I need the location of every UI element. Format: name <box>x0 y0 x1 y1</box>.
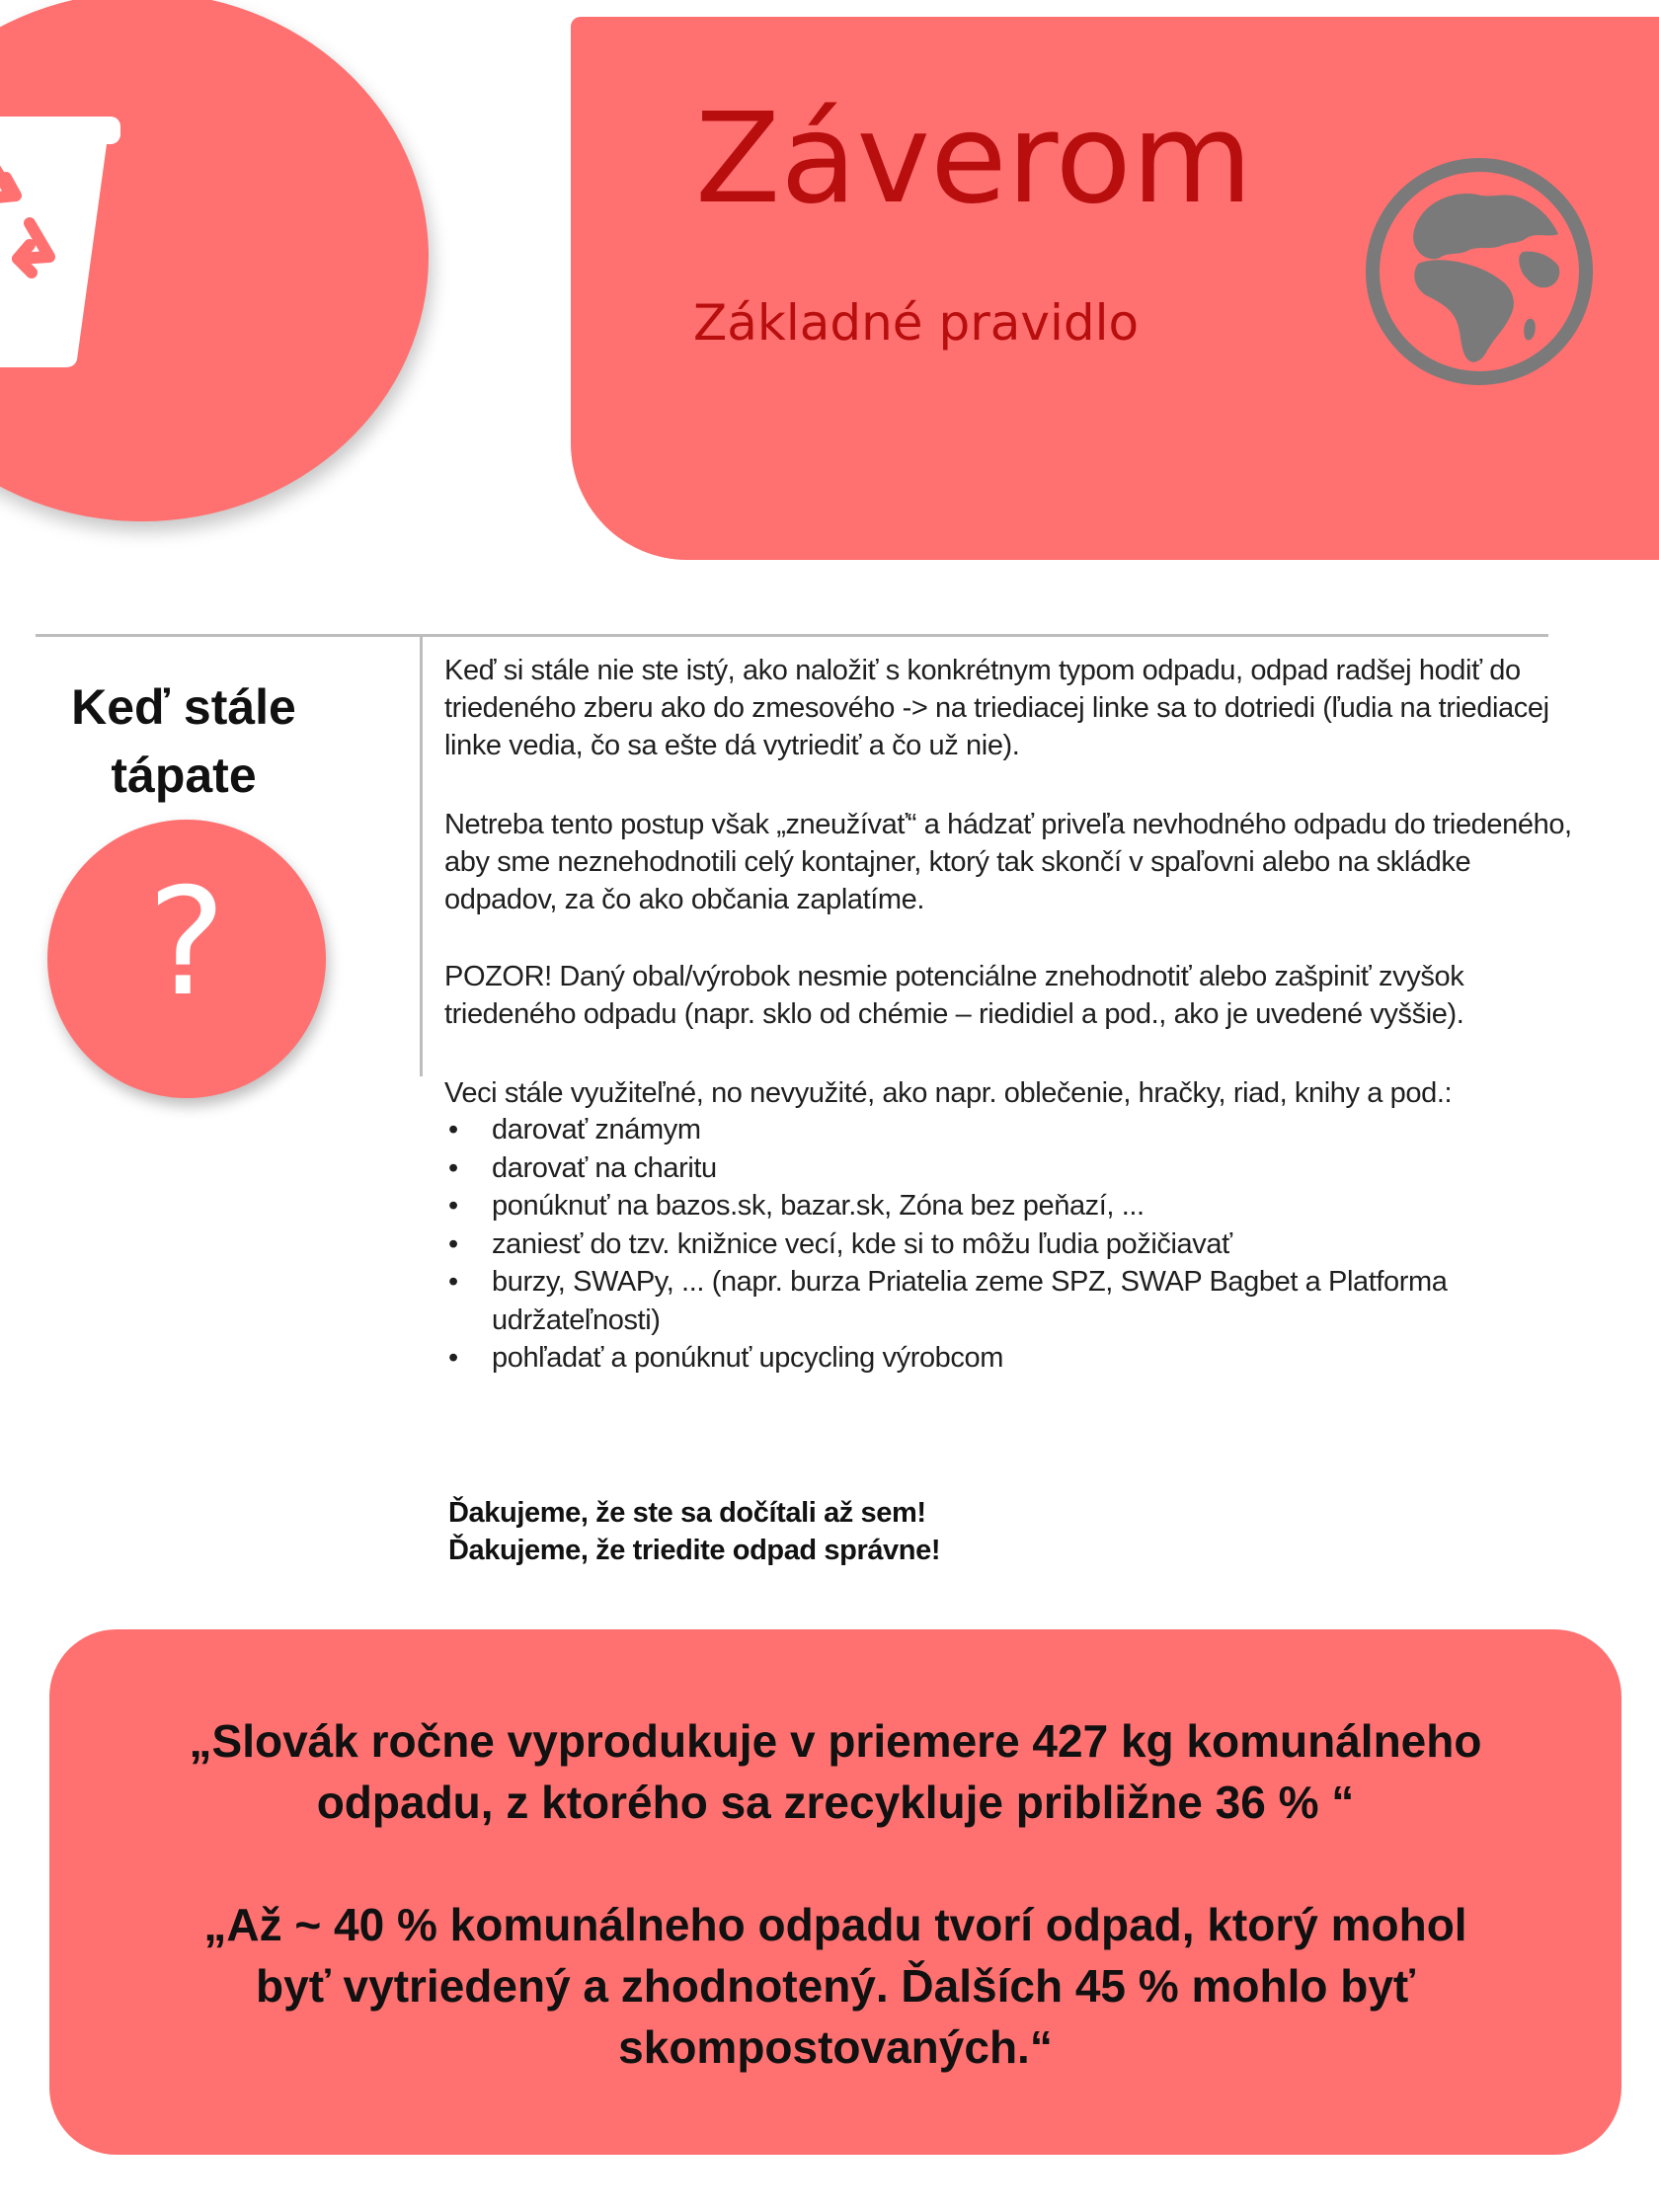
list-item: • pohľadať a ponúknuť upcycling výrobcom <box>444 1339 1580 1378</box>
side-heading-line1: Keď stále <box>71 679 296 735</box>
list-item: • ponúknuť na bazos.sk, bazar.sk, Zóna bez peňazí, ... <box>444 1187 1580 1225</box>
paragraph-pozor: POZOR! Daný obal/výrobok nesmie potenciálne znehodnotiť alebo zašpiniť zvyšok triedeného odpadu (napr. sklo od chémie – riedidiel a pod., ako je uvedené vyššie). <box>444 961 1464 1030</box>
paragraph-reuse-intro: Veci stále využiteľné, no nevyužité, ako napr. oblečenie, hračky, riad, knihy a pod.: <box>444 1077 1453 1109</box>
globe-icon <box>1361 153 1598 390</box>
quote-2-line-1: „Až ~ 40 % komunálneho odpadu tvorí odpad, ktorý mohol <box>203 1899 1467 1950</box>
quote-statistic-2 <box>49 1894 1621 2078</box>
reuse-list <box>444 1111 1580 1378</box>
paragraph-intro: Keď si stále nie ste istý, ako naložiť s konkrétnym typom odpadu, odpad radšej hodiť do triedeného zberu ako do zmesového -> na triediacej linke sa to dotriedi (ľudia na triediacej linke vedia, čo sa ešte dá vytriediť a čo už nie). <box>444 655 1549 761</box>
list-item: • burzy, SWAPy, ... (napr. burza Priatelia zeme SPZ, SWAP Bagbet a Platforma udržateľnosti) <box>444 1263 1580 1339</box>
recycle-badge <box>0 0 429 521</box>
page-title: Záverom <box>695 86 1253 231</box>
vertical-divider <box>420 637 423 1076</box>
list-item: • darovať na charitu <box>444 1149 1580 1188</box>
horizontal-divider <box>36 634 1548 637</box>
paragraph-warning-misuse: Netreba tento postup však „zneužívať“ a hádzať priveľa nevhodného odpadu do triedeného, aby sme neznehodnotili celý kontajner, ktorý tak skončí v spaľovni alebo na skládke odpadov, za čo ako občania zaplatíme. <box>444 809 1572 915</box>
list-item: • zaniesť do tzv. knižnice vecí, kde si to môžu ľudia požičiavať <box>444 1225 1580 1264</box>
quote-1-line-2: odpadu, z ktorého sa zrecykluje približne 36 % “ <box>316 1777 1355 1828</box>
side-heading-line2: tápate <box>111 748 257 803</box>
quote-box <box>49 1629 1621 2155</box>
quote-statistic-1 <box>49 1710 1621 1833</box>
side-heading <box>36 673 332 810</box>
quote-2-line-3: skompostovaných.“ <box>618 2021 1053 2073</box>
question-circle <box>47 820 326 1098</box>
question-mark-icon: ? <box>147 857 226 1029</box>
page-subtitle: Základné pravidlo <box>693 294 1140 352</box>
quote-2-line-2: byť vytriedený a zhodnotený. Ďalších 45 % mohlo byť <box>256 1960 1415 2012</box>
thanks-block <box>448 1494 940 1569</box>
thanks-line-1: Ďakujeme, že ste sa dočítali až sem! <box>448 1497 926 1529</box>
thanks-line-2: Ďakujeme, že triedite odpad správne! <box>448 1535 941 1566</box>
quote-1-line-1: „Slovák ročne vyprodukuje v priemere 427 kg komunálneho <box>189 1715 1482 1767</box>
list-item: • darovať známym <box>444 1111 1580 1149</box>
recycle-bin-icon <box>0 113 124 367</box>
